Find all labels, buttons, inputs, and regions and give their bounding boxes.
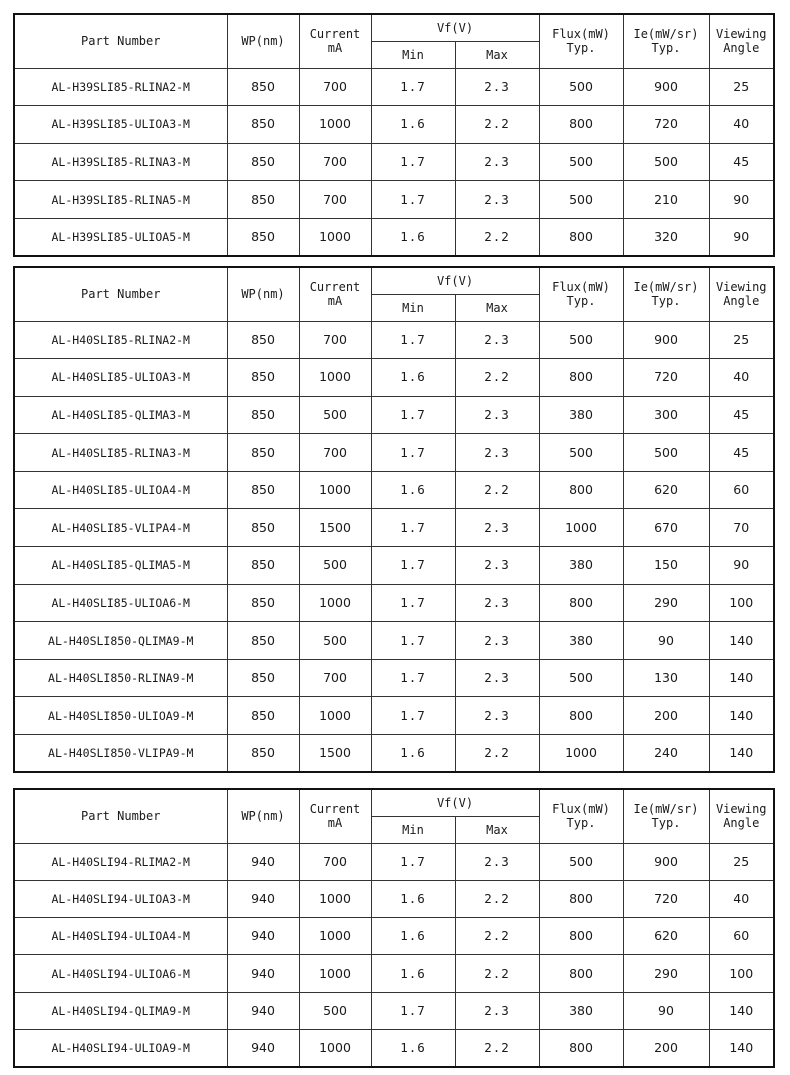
wavelength-cell: 850 <box>227 622 299 660</box>
header-part-number-label-1: Part Number <box>81 34 161 49</box>
header-current-label-2: mA <box>327 816 343 831</box>
header-intensity-label-2: Typ. <box>651 294 681 309</box>
header-flux <box>539 267 623 321</box>
part-number-cell: AL-H40SLI850-RLINA9-M <box>14 659 227 697</box>
part-number-cell: AL-H40SLI85-RLINA2-M <box>14 321 227 359</box>
wavelength-cell: 850 <box>227 181 299 219</box>
viewing-angle-cell: 140 <box>709 659 774 697</box>
vf-min-cell: 1.6 <box>371 955 455 992</box>
table-row <box>14 843 774 880</box>
viewing-angle-cell: 45 <box>709 143 774 181</box>
viewing-angle-cell: 70 <box>709 509 774 547</box>
intensity-cell: 900 <box>623 68 709 106</box>
table-row <box>14 143 774 181</box>
table-row <box>14 584 774 622</box>
intensity-cell: 900 <box>623 321 709 359</box>
header-intensity-label-2: Typ. <box>651 41 681 56</box>
intensity-cell: 720 <box>623 106 709 144</box>
intensity-cell: 90 <box>623 992 709 1029</box>
led-spec-table-h40-940 <box>13 788 775 1068</box>
intensity-cell: 200 <box>623 1029 709 1066</box>
header-vf-max <box>455 41 539 68</box>
part-number-cell: AL-H40SLI85-ULIOA6-M <box>14 584 227 622</box>
current-cell: 500 <box>299 396 371 434</box>
header-part-number-label-1: Part Number <box>81 809 161 824</box>
wavelength-cell: 850 <box>227 143 299 181</box>
part-number-cell: AL-H40SLI850-QLIMA9-M <box>14 622 227 660</box>
vf-max-cell: 2.2 <box>455 471 539 509</box>
part-number-cell: AL-H40SLI94-QLIMA9-M <box>14 992 227 1029</box>
vf-max-cell: 2.2 <box>455 106 539 144</box>
header-viewing-angle-label-2: Angle <box>723 294 760 309</box>
viewing-angle-cell: 25 <box>709 321 774 359</box>
intensity-cell: 720 <box>623 359 709 397</box>
part-number-cell: AL-H40SLI85-VLIPA4-M <box>14 509 227 547</box>
intensity-cell: 500 <box>623 434 709 472</box>
vf-min-cell: 1.7 <box>371 622 455 660</box>
vf-min-cell: 1.7 <box>371 68 455 106</box>
intensity-cell: 200 <box>623 697 709 735</box>
table-row <box>14 321 774 359</box>
header-vf-max-label-1: Max <box>486 47 508 62</box>
table-row <box>14 622 774 660</box>
flux-cell: 800 <box>539 880 623 917</box>
part-number-cell: AL-H40SLI85-QLIMA5-M <box>14 547 227 585</box>
vf-max-cell: 2.3 <box>455 697 539 735</box>
viewing-angle-cell: 60 <box>709 918 774 955</box>
flux-cell: 380 <box>539 992 623 1029</box>
viewing-angle-cell: 40 <box>709 106 774 144</box>
intensity-cell: 90 <box>623 622 709 660</box>
flux-cell: 500 <box>539 143 623 181</box>
header-forward-voltage <box>371 267 539 294</box>
flux-cell: 800 <box>539 359 623 397</box>
viewing-angle-cell: 140 <box>709 697 774 735</box>
header-vf-max-label-1: Max <box>486 300 508 315</box>
wavelength-cell: 850 <box>227 471 299 509</box>
flux-cell: 800 <box>539 1029 623 1066</box>
table-row <box>14 68 774 106</box>
wavelength-cell: 940 <box>227 992 299 1029</box>
viewing-angle-cell: 60 <box>709 471 774 509</box>
table-row <box>14 359 774 397</box>
vf-max-cell: 2.3 <box>455 843 539 880</box>
table-row <box>14 697 774 735</box>
vf-max-cell: 2.2 <box>455 735 539 773</box>
vf-min-cell: 1.6 <box>371 880 455 917</box>
table-row <box>14 992 774 1029</box>
header-vf-max <box>455 294 539 321</box>
header-vf-min <box>371 294 455 321</box>
table-row <box>14 880 774 917</box>
current-cell: 1000 <box>299 918 371 955</box>
flux-cell: 500 <box>539 434 623 472</box>
flux-cell: 800 <box>539 471 623 509</box>
header-part-number <box>14 789 227 843</box>
header-row-top <box>14 14 774 41</box>
header-vf-min-label-1: Min <box>402 822 424 837</box>
vf-max-cell: 2.2 <box>455 218 539 256</box>
current-cell: 700 <box>299 659 371 697</box>
header-viewing-angle-label-1: Viewing <box>715 802 767 817</box>
header-part-number-label-1: Part Number <box>81 287 161 302</box>
viewing-angle-cell: 140 <box>709 735 774 773</box>
table-row <box>14 106 774 144</box>
wavelength-cell: 850 <box>227 697 299 735</box>
vf-min-cell: 1.6 <box>371 735 455 773</box>
current-cell: 1000 <box>299 359 371 397</box>
flux-cell: 380 <box>539 547 623 585</box>
wavelength-cell: 850 <box>227 547 299 585</box>
intensity-cell: 290 <box>623 584 709 622</box>
wavelength-cell: 850 <box>227 321 299 359</box>
table-row <box>14 659 774 697</box>
header-vf-min-label-1: Min <box>402 47 424 62</box>
flux-cell: 800 <box>539 955 623 992</box>
current-cell: 1000 <box>299 955 371 992</box>
header-viewing-angle <box>709 14 774 68</box>
vf-max-cell: 2.3 <box>455 396 539 434</box>
intensity-cell: 500 <box>623 143 709 181</box>
part-number-cell: AL-H40SLI94-ULIOA4-M <box>14 918 227 955</box>
vf-max-cell: 2.3 <box>455 143 539 181</box>
current-cell: 1500 <box>299 735 371 773</box>
viewing-angle-cell: 100 <box>709 584 774 622</box>
flux-cell: 800 <box>539 106 623 144</box>
table-row <box>14 218 774 256</box>
wavelength-cell: 850 <box>227 434 299 472</box>
wavelength-cell: 940 <box>227 843 299 880</box>
table-row <box>14 547 774 585</box>
wavelength-cell: 940 <box>227 1029 299 1066</box>
vf-min-cell: 1.7 <box>371 659 455 697</box>
part-number-cell: AL-H39SLI85-ULIOA3-M <box>14 106 227 144</box>
vf-min-cell: 1.7 <box>371 181 455 219</box>
viewing-angle-cell: 140 <box>709 1029 774 1066</box>
table-row <box>14 735 774 773</box>
part-number-cell: AL-H40SLI94-ULIOA3-M <box>14 880 227 917</box>
vf-max-cell: 2.3 <box>455 992 539 1029</box>
header-current-label-2: mA <box>327 41 343 56</box>
header-forward-voltage-label-1: Vf(V) <box>436 20 474 35</box>
header-vf-min <box>371 41 455 68</box>
header-intensity <box>623 267 709 321</box>
header-flux-label-1: Flux(mW) <box>552 27 610 42</box>
flux-cell: 1000 <box>539 509 623 547</box>
vf-max-cell: 2.3 <box>455 547 539 585</box>
vf-max-cell: 2.3 <box>455 659 539 697</box>
header-vf-min <box>371 816 455 843</box>
viewing-angle-cell: 90 <box>709 181 774 219</box>
header-intensity <box>623 789 709 843</box>
header-intensity-label-2: Typ. <box>651 816 681 831</box>
header-intensity-label-1: Ie(mW/sr) <box>633 280 699 295</box>
flux-cell: 500 <box>539 181 623 219</box>
flux-cell: 380 <box>539 622 623 660</box>
flux-cell: 800 <box>539 218 623 256</box>
part-number-cell: AL-H39SLI85-RLINA2-M <box>14 68 227 106</box>
part-number-cell: AL-H40SLI850-VLIPA9-M <box>14 735 227 773</box>
current-cell: 1000 <box>299 471 371 509</box>
vf-min-cell: 1.7 <box>371 434 455 472</box>
header-current <box>299 267 371 321</box>
flux-cell: 1000 <box>539 735 623 773</box>
vf-max-cell: 2.3 <box>455 434 539 472</box>
intensity-cell: 210 <box>623 181 709 219</box>
wavelength-cell: 850 <box>227 106 299 144</box>
vf-min-cell: 1.6 <box>371 106 455 144</box>
header-flux-label-1: Flux(mW) <box>552 802 610 817</box>
vf-min-cell: 1.7 <box>371 697 455 735</box>
header-part-number <box>14 267 227 321</box>
part-number-cell: AL-H40SLI94-RLIMA2-M <box>14 843 227 880</box>
wavelength-cell: 850 <box>227 68 299 106</box>
current-cell: 700 <box>299 181 371 219</box>
table-row <box>14 471 774 509</box>
table-row <box>14 396 774 434</box>
header-flux <box>539 14 623 68</box>
part-number-cell: AL-H40SLI85-ULIOA3-M <box>14 359 227 397</box>
header-wavelength-label-1: WP(nm) <box>241 34 285 49</box>
header-current <box>299 789 371 843</box>
header-viewing-angle <box>709 789 774 843</box>
header-flux-label-1: Flux(mW) <box>552 280 610 295</box>
vf-max-cell: 2.2 <box>455 359 539 397</box>
header-forward-voltage-label-1: Vf(V) <box>436 795 474 810</box>
table-row <box>14 181 774 219</box>
viewing-angle-cell: 45 <box>709 434 774 472</box>
wavelength-cell: 850 <box>227 359 299 397</box>
current-cell: 1000 <box>299 584 371 622</box>
intensity-cell: 720 <box>623 880 709 917</box>
flux-cell: 500 <box>539 843 623 880</box>
vf-min-cell: 1.6 <box>371 918 455 955</box>
header-intensity <box>623 14 709 68</box>
viewing-angle-cell: 25 <box>709 68 774 106</box>
current-cell: 500 <box>299 547 371 585</box>
wavelength-cell: 850 <box>227 735 299 773</box>
header-vf-max <box>455 816 539 843</box>
header-current <box>299 14 371 68</box>
vf-max-cell: 2.2 <box>455 880 539 917</box>
current-cell: 700 <box>299 843 371 880</box>
header-flux <box>539 789 623 843</box>
flux-cell: 800 <box>539 918 623 955</box>
header-wavelength <box>227 14 299 68</box>
intensity-cell: 150 <box>623 547 709 585</box>
header-forward-voltage-label-1: Vf(V) <box>436 273 474 288</box>
header-wavelength <box>227 789 299 843</box>
part-number-cell: AL-H40SLI85-ULIOA4-M <box>14 471 227 509</box>
wavelength-cell: 850 <box>227 509 299 547</box>
part-number-cell: AL-H39SLI85-ULIOA5-M <box>14 218 227 256</box>
header-flux-label-2: Typ. <box>566 294 596 309</box>
part-number-cell: AL-H40SLI94-ULIOA6-M <box>14 955 227 992</box>
vf-min-cell: 1.7 <box>371 992 455 1029</box>
header-current-label-1: Current <box>309 802 361 817</box>
part-number-cell: AL-H39SLI85-RLINA3-M <box>14 143 227 181</box>
header-viewing-angle-label-2: Angle <box>723 816 760 831</box>
wavelength-cell: 850 <box>227 659 299 697</box>
current-cell: 700 <box>299 68 371 106</box>
current-cell: 1000 <box>299 880 371 917</box>
header-wavelength-label-1: WP(nm) <box>241 809 285 824</box>
wavelength-cell: 940 <box>227 918 299 955</box>
current-cell: 1000 <box>299 1029 371 1066</box>
intensity-cell: 300 <box>623 396 709 434</box>
table-row <box>14 509 774 547</box>
part-number-cell: AL-H40SLI850-ULIOA9-M <box>14 697 227 735</box>
wavelength-cell: 940 <box>227 955 299 992</box>
vf-min-cell: 1.7 <box>371 396 455 434</box>
current-cell: 1500 <box>299 509 371 547</box>
vf-max-cell: 2.3 <box>455 622 539 660</box>
intensity-cell: 620 <box>623 918 709 955</box>
flux-cell: 500 <box>539 659 623 697</box>
part-number-cell: AL-H40SLI85-RLINA3-M <box>14 434 227 472</box>
flux-cell: 800 <box>539 697 623 735</box>
header-current-label-1: Current <box>309 280 361 295</box>
intensity-cell: 130 <box>623 659 709 697</box>
vf-min-cell: 1.7 <box>371 509 455 547</box>
wavelength-cell: 850 <box>227 584 299 622</box>
vf-min-cell: 1.6 <box>371 218 455 256</box>
header-forward-voltage <box>371 14 539 41</box>
current-cell: 500 <box>299 992 371 1029</box>
viewing-angle-cell: 40 <box>709 880 774 917</box>
vf-max-cell: 2.3 <box>455 181 539 219</box>
intensity-cell: 670 <box>623 509 709 547</box>
header-flux-label-2: Typ. <box>566 41 596 56</box>
header-forward-voltage <box>371 789 539 816</box>
vf-max-cell: 2.2 <box>455 918 539 955</box>
wavelength-cell: 850 <box>227 218 299 256</box>
header-viewing-angle-label-1: Viewing <box>715 280 767 295</box>
viewing-angle-cell: 140 <box>709 622 774 660</box>
flux-cell: 500 <box>539 321 623 359</box>
led-spec-table-h40-850 <box>13 266 775 773</box>
vf-max-cell: 2.3 <box>455 509 539 547</box>
vf-min-cell: 1.7 <box>371 143 455 181</box>
vf-min-cell: 1.7 <box>371 584 455 622</box>
current-cell: 1000 <box>299 218 371 256</box>
viewing-angle-cell: 100 <box>709 955 774 992</box>
header-vf-min-label-1: Min <box>402 300 424 315</box>
header-viewing-angle-label-1: Viewing <box>715 27 767 42</box>
current-cell: 700 <box>299 321 371 359</box>
current-cell: 1000 <box>299 106 371 144</box>
part-number-cell: AL-H39SLI85-RLINA5-M <box>14 181 227 219</box>
vf-min-cell: 1.7 <box>371 843 455 880</box>
viewing-angle-cell: 25 <box>709 843 774 880</box>
flux-cell: 380 <box>539 396 623 434</box>
viewing-angle-cell: 140 <box>709 992 774 1029</box>
current-cell: 700 <box>299 434 371 472</box>
vf-max-cell: 2.2 <box>455 1029 539 1066</box>
header-viewing-angle-label-2: Angle <box>723 41 760 56</box>
intensity-cell: 240 <box>623 735 709 773</box>
table-row <box>14 1029 774 1066</box>
vf-max-cell: 2.3 <box>455 68 539 106</box>
flux-cell: 800 <box>539 584 623 622</box>
table-row <box>14 434 774 472</box>
viewing-angle-cell: 40 <box>709 359 774 397</box>
intensity-cell: 620 <box>623 471 709 509</box>
vf-min-cell: 1.6 <box>371 359 455 397</box>
flux-cell: 500 <box>539 68 623 106</box>
table-row <box>14 955 774 992</box>
vf-max-cell: 2.2 <box>455 955 539 992</box>
viewing-angle-cell: 45 <box>709 396 774 434</box>
header-intensity-label-1: Ie(mW/sr) <box>633 27 699 42</box>
header-wavelength <box>227 267 299 321</box>
part-number-cell: AL-H40SLI85-QLIMA3-M <box>14 396 227 434</box>
header-part-number <box>14 14 227 68</box>
led-spec-table-h39-850 <box>13 13 775 257</box>
intensity-cell: 900 <box>623 843 709 880</box>
wavelength-cell: 940 <box>227 880 299 917</box>
header-current-label-1: Current <box>309 27 361 42</box>
intensity-cell: 320 <box>623 218 709 256</box>
header-row-top <box>14 267 774 294</box>
header-vf-max-label-1: Max <box>486 822 508 837</box>
current-cell: 500 <box>299 622 371 660</box>
intensity-cell: 290 <box>623 955 709 992</box>
table-row <box>14 918 774 955</box>
part-number-cell: AL-H40SLI94-ULIOA9-M <box>14 1029 227 1066</box>
vf-max-cell: 2.3 <box>455 321 539 359</box>
current-cell: 700 <box>299 143 371 181</box>
viewing-angle-cell: 90 <box>709 218 774 256</box>
vf-min-cell: 1.6 <box>371 471 455 509</box>
header-wavelength-label-1: WP(nm) <box>241 287 285 302</box>
wavelength-cell: 850 <box>227 396 299 434</box>
header-viewing-angle <box>709 267 774 321</box>
current-cell: 1000 <box>299 697 371 735</box>
header-intensity-label-1: Ie(mW/sr) <box>633 802 699 817</box>
header-flux-label-2: Typ. <box>566 816 596 831</box>
header-row-top <box>14 789 774 816</box>
viewing-angle-cell: 90 <box>709 547 774 585</box>
vf-max-cell: 2.3 <box>455 584 539 622</box>
vf-min-cell: 1.7 <box>371 547 455 585</box>
vf-min-cell: 1.7 <box>371 321 455 359</box>
vf-min-cell: 1.6 <box>371 1029 455 1066</box>
header-current-label-2: mA <box>327 294 343 309</box>
